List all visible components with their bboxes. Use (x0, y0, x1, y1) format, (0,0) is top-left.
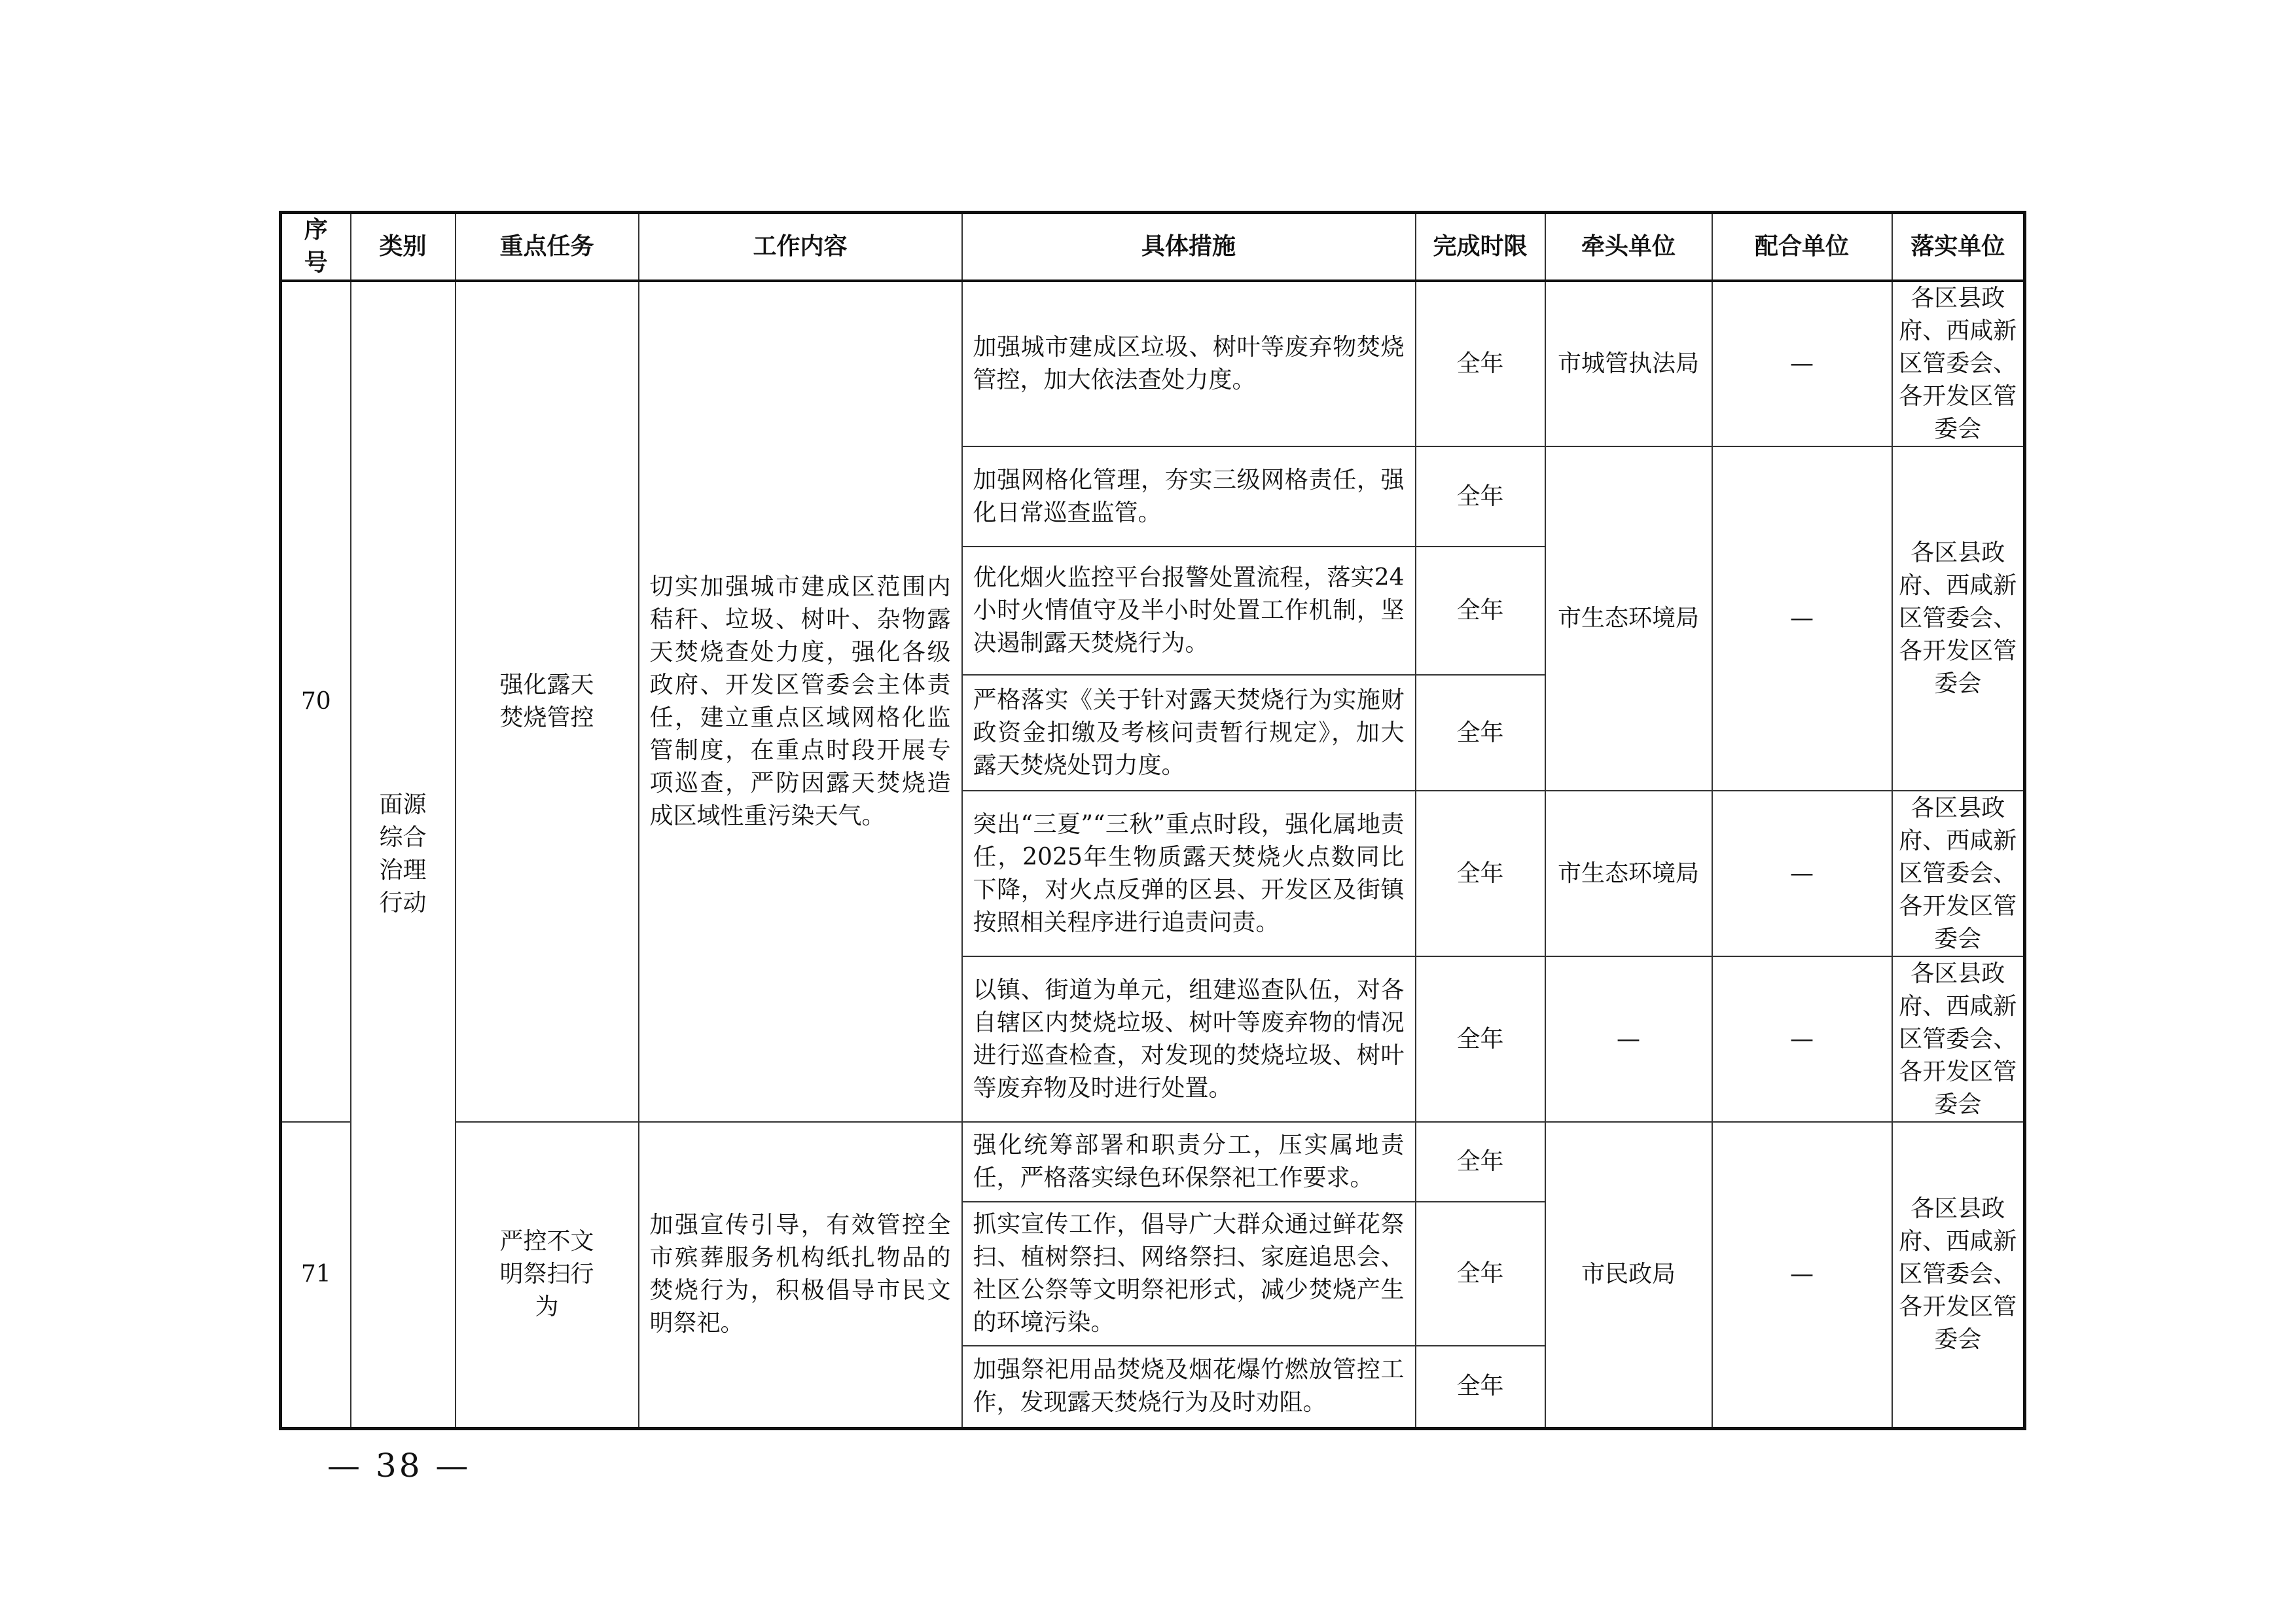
deadline-cell: 全年 (1416, 281, 1545, 446)
deadline-cell: 全年 (1416, 956, 1545, 1122)
measure-cell: 突出“三夏”“三秋”重点时段，强化属地责任，2025年生物质露天焚烧火点数同比下降，对火点反弹的区县、开发区及街镇按照相关程序进行追责问责。 (962, 791, 1416, 956)
deadline-cell: 全年 (1416, 675, 1545, 791)
cooperate-cell: — (1712, 956, 1892, 1122)
row-number: 71 (281, 1122, 351, 1428)
task-table (279, 211, 2026, 1430)
task-text: 严控不文明祭扫行为 (499, 1228, 594, 1321)
measure-cell: 严格落实《关于针对露天焚烧行为实施财政资金扣缴及考核问责暂行规定》，加大露天焚烧处罚力度。 (962, 675, 1416, 791)
measure-cell: 抓实宣传工作，倡导广大群众通过鲜花祭扫、植树祭扫、网络祭扫、家庭追思会、社区公祭等文明祭祀形式，减少焚烧产生的环境污染。 (962, 1202, 1416, 1346)
row-task (456, 1122, 639, 1428)
category-text: 面源综合治理行动 (379, 791, 427, 917)
lead-cell: 市城管执法局 (1545, 281, 1712, 446)
header-measures: 具体措施 (962, 213, 1416, 281)
cooperate-cell: — (1712, 281, 1892, 446)
row-content: 切实加强城市建成区范围内秸秆、垃圾、树叶、杂物露天焚烧查处力度，强化各级政府、开发区管委会主体责任，建立重点区域网格化监管制度，在重点时段开展专项巡查，严防因露天焚烧造成区域性重污染天气。 (639, 281, 962, 1122)
table-header-row (281, 213, 2025, 281)
deadline-cell: 全年 (1416, 1122, 1545, 1202)
lead-cell: 市生态环境局 (1545, 791, 1712, 956)
lead-cell: 市民政局 (1545, 1122, 1712, 1428)
measure-cell: 以镇、街道为单元，组建巡查队伍，对各自辖区内焚烧垃圾、树叶等废弃物的情况进行巡查检查，对发现的焚烧垃圾、树叶等废弃物及时进行处置。 (962, 956, 1416, 1122)
cooperate-cell: — (1712, 446, 1892, 791)
task-text: 强化露天焚烧管控 (499, 672, 594, 731)
measure-cell: 加强祭祀用品焚烧及烟花爆竹燃放管控工作，发现露天焚烧行为及时劝阻。 (962, 1346, 1416, 1428)
deadline-cell: 全年 (1416, 547, 1545, 675)
header-task: 重点任务 (456, 213, 639, 281)
cooperate-cell: — (1712, 1122, 1892, 1428)
measure-cell: 加强城市建成区垃圾、树叶等废弃物焚烧管控，加大依法查处力度。 (962, 281, 1416, 446)
deadline-cell: 全年 (1416, 1346, 1545, 1428)
measure-cell: 优化烟火监控平台报警处置流程，落实24小时火情值守及半小时处置工作机制，坚决遏制露天焚烧行为。 (962, 547, 1416, 675)
table-row (281, 1122, 2025, 1202)
header-implement: 落实单位 (1892, 213, 2025, 281)
table-row (281, 281, 2025, 446)
implement-cell: 各区县政府、西咸新区管委会、各开发区管委会 (1892, 791, 2025, 956)
deadline-cell: 全年 (1416, 791, 1545, 956)
row-number: 70 (281, 281, 351, 1122)
measure-cell: 加强网格化管理，夯实三级网格责任，强化日常巡查监管。 (962, 446, 1416, 547)
row-category (351, 281, 456, 1428)
header-deadline: 完成时限 (1416, 213, 1545, 281)
implement-cell: 各区县政府、西咸新区管委会、各开发区管委会 (1892, 1122, 2025, 1428)
cooperate-cell: — (1712, 791, 1892, 956)
header-category: 类别 (351, 213, 456, 281)
page-number: — 38 — (327, 1447, 471, 1485)
header-number: 序号 (281, 213, 351, 281)
deadline-cell: 全年 (1416, 446, 1545, 547)
implement-cell: 各区县政府、西咸新区管委会、各开发区管委会 (1892, 281, 2025, 446)
measure-cell: 强化统筹部署和职责分工，压实属地责任，严格落实绿色环保祭祀工作要求。 (962, 1122, 1416, 1202)
implement-cell: 各区县政府、西咸新区管委会、各开发区管委会 (1892, 956, 2025, 1122)
row-task (456, 281, 639, 1122)
deadline-cell: 全年 (1416, 1202, 1545, 1346)
lead-cell: 市生态环境局 (1545, 446, 1712, 791)
row-content: 加强宣传引导，有效管控全市殡葬服务机构纸扎物品的焚烧行为，积极倡导市民文明祭祀。 (639, 1122, 962, 1428)
header-lead: 牵头单位 (1545, 213, 1712, 281)
header-cooperate: 配合单位 (1712, 213, 1892, 281)
lead-cell: — (1545, 956, 1712, 1122)
implement-cell: 各区县政府、西咸新区管委会、各开发区管委会 (1892, 446, 2025, 791)
header-content: 工作内容 (639, 213, 962, 281)
